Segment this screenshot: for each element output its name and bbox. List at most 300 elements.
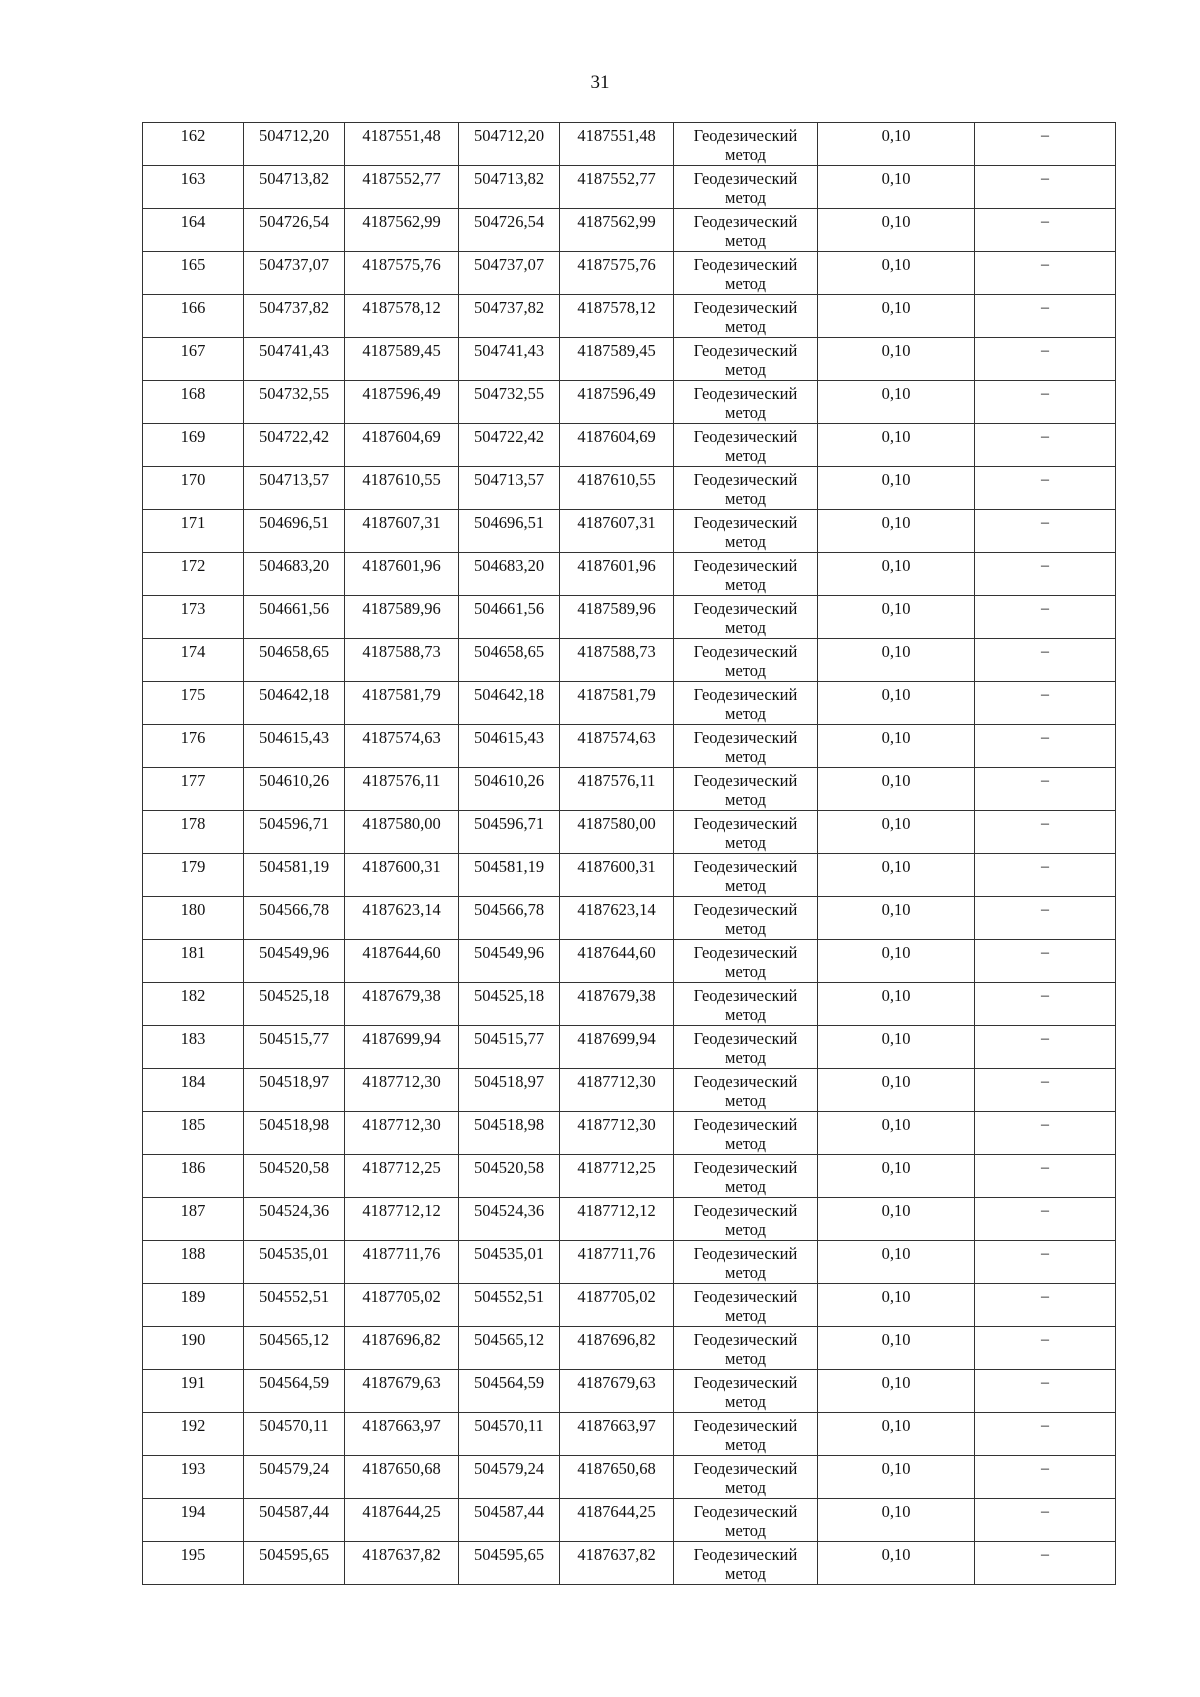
accuracy-cell — [818, 1499, 975, 1542]
y-existing-cell — [345, 295, 459, 338]
y-existing-value: 4187580,00 — [362, 814, 441, 833]
x-existing-value: 504661,56 — [258, 599, 330, 618]
x-existing-cell — [244, 1327, 345, 1370]
point-number-cell — [143, 1327, 244, 1370]
y-existing-value: 4187581,79 — [362, 685, 441, 704]
point-number-value: 184 — [180, 1072, 206, 1091]
x-existing-value: 504565,12 — [258, 1330, 330, 1349]
y-existing-value: 4187575,76 — [362, 255, 441, 274]
y-existing-value: 4187607,31 — [362, 513, 441, 532]
x-existing-value: 504726,54 — [258, 212, 330, 231]
point-number-cell — [143, 123, 244, 166]
method-label: Геодезический — [693, 1416, 798, 1435]
point-number-value: 167 — [180, 341, 206, 360]
y-existing-cell — [345, 1155, 459, 1198]
note-dash: – — [1041, 1116, 1049, 1133]
point-number-cell — [143, 682, 244, 725]
point-number-value: 183 — [180, 1029, 206, 1048]
y-cell — [560, 338, 674, 381]
y-existing-value: 4187637,82 — [362, 1545, 441, 1564]
y-existing-cell — [345, 682, 459, 725]
note-cell — [975, 252, 1116, 295]
point-number-cell — [143, 639, 244, 682]
point-number-value: 179 — [180, 857, 206, 876]
x-existing-value: 504610,26 — [258, 771, 330, 790]
method-label: Геодезический — [693, 470, 798, 489]
y-value: 4187562,99 — [577, 212, 656, 231]
table-row — [143, 381, 1116, 424]
point-number-value: 169 — [180, 427, 206, 446]
table-row — [143, 1456, 1116, 1499]
x-existing-cell — [244, 295, 345, 338]
method-label-line2: метод — [725, 531, 766, 551]
method-label-line2: метод — [725, 1047, 766, 1067]
note-cell — [975, 940, 1116, 983]
y-cell — [560, 1284, 674, 1327]
note-dash: – — [1041, 1159, 1049, 1176]
method-label: Геодезический — [693, 943, 798, 962]
y-cell — [560, 596, 674, 639]
y-value: 4187637,82 — [577, 1545, 656, 1564]
point-number-value: 192 — [180, 1416, 206, 1435]
y-value: 4187575,76 — [577, 255, 656, 274]
y-value: 4187679,63 — [577, 1373, 656, 1392]
point-number-value: 181 — [180, 943, 206, 962]
x-cell — [459, 1112, 560, 1155]
x-value: 504549,96 — [473, 943, 545, 962]
table-row — [143, 424, 1116, 467]
method-label: Геодезический — [693, 556, 798, 575]
accuracy-value: 0,10 — [881, 1072, 911, 1091]
point-number-cell — [143, 338, 244, 381]
accuracy-value: 0,10 — [881, 986, 911, 1005]
x-existing-cell — [244, 768, 345, 811]
method-label-line2: метод — [725, 617, 766, 637]
method-cell — [674, 1327, 818, 1370]
method-label-line2: метод — [725, 918, 766, 938]
y-cell — [560, 1155, 674, 1198]
y-existing-cell — [345, 897, 459, 940]
point-number-value: 173 — [180, 599, 206, 618]
x-existing-cell — [244, 252, 345, 295]
table-row — [143, 811, 1116, 854]
method-cell — [674, 983, 818, 1026]
table-row — [143, 123, 1116, 166]
table-row — [143, 295, 1116, 338]
accuracy-cell — [818, 1155, 975, 1198]
accuracy-value: 0,10 — [881, 599, 911, 618]
y-value: 4187596,49 — [577, 384, 656, 403]
accuracy-cell — [818, 596, 975, 639]
method-cell — [674, 252, 818, 295]
x-existing-value: 504587,44 — [258, 1502, 330, 1521]
accuracy-cell — [818, 1026, 975, 1069]
y-cell — [560, 1542, 674, 1585]
y-cell — [560, 295, 674, 338]
accuracy-value: 0,10 — [881, 771, 911, 790]
note-cell — [975, 338, 1116, 381]
table-row — [143, 209, 1116, 252]
note-dash: – — [1041, 815, 1049, 832]
method-cell — [674, 166, 818, 209]
method-cell — [674, 1284, 818, 1327]
x-existing-value: 504535,01 — [258, 1244, 330, 1263]
accuracy-cell — [818, 768, 975, 811]
point-number-cell — [143, 811, 244, 854]
x-existing-value: 504713,57 — [258, 470, 330, 489]
method-label-line2: метод — [725, 1004, 766, 1024]
note-dash: – — [1041, 987, 1049, 1004]
table-row — [143, 1499, 1116, 1542]
method-cell — [674, 811, 818, 854]
x-existing-cell — [244, 1413, 345, 1456]
x-value: 504579,24 — [473, 1459, 545, 1478]
y-existing-value: 4187712,12 — [362, 1201, 441, 1220]
y-cell — [560, 209, 674, 252]
point-number-cell — [143, 424, 244, 467]
y-cell — [560, 897, 674, 940]
accuracy-cell — [818, 553, 975, 596]
y-existing-cell — [345, 854, 459, 897]
method-label: Геодезический — [693, 1201, 798, 1220]
y-existing-cell — [345, 338, 459, 381]
x-existing-value: 504520,58 — [258, 1158, 330, 1177]
y-existing-value: 4187589,45 — [362, 341, 441, 360]
x-cell — [459, 338, 560, 381]
accuracy-value: 0,10 — [881, 1330, 911, 1349]
note-dash: – — [1041, 1331, 1049, 1348]
x-value: 504737,07 — [473, 255, 545, 274]
y-existing-cell — [345, 596, 459, 639]
method-cell — [674, 553, 818, 596]
x-existing-cell — [244, 1284, 345, 1327]
y-value: 4187581,79 — [577, 685, 656, 704]
method-label: Геодезический — [693, 986, 798, 1005]
note-dash: – — [1041, 256, 1049, 273]
method-label-line2: метод — [725, 1563, 766, 1583]
y-value: 4187574,63 — [577, 728, 656, 747]
accuracy-value: 0,10 — [881, 1545, 911, 1564]
note-dash: – — [1041, 170, 1049, 187]
note-dash: – — [1041, 858, 1049, 875]
note-cell — [975, 1112, 1116, 1155]
point-number-cell — [143, 596, 244, 639]
y-cell — [560, 1370, 674, 1413]
accuracy-cell — [818, 1198, 975, 1241]
method-cell — [674, 123, 818, 166]
y-value: 4187578,12 — [577, 298, 656, 317]
method-label-line2: метод — [725, 359, 766, 379]
note-cell — [975, 381, 1116, 424]
x-existing-cell — [244, 1069, 345, 1112]
method-label: Геодезический — [693, 1158, 798, 1177]
point-number-value: 168 — [180, 384, 206, 403]
point-number-cell — [143, 553, 244, 596]
note-dash: – — [1041, 686, 1049, 703]
point-number-value: 172 — [180, 556, 206, 575]
table-row — [143, 768, 1116, 811]
point-number-cell — [143, 725, 244, 768]
x-value: 504712,20 — [473, 126, 545, 145]
method-label: Геодезический — [693, 1459, 798, 1478]
y-value: 4187644,25 — [577, 1502, 656, 1521]
point-number-cell — [143, 1069, 244, 1112]
y-value: 4187552,77 — [577, 169, 656, 188]
accuracy-value: 0,10 — [881, 255, 911, 274]
accuracy-value: 0,10 — [881, 169, 911, 188]
x-cell — [459, 1026, 560, 1069]
point-number-cell — [143, 983, 244, 1026]
x-cell — [459, 1370, 560, 1413]
table-row — [143, 1284, 1116, 1327]
y-existing-cell — [345, 209, 459, 252]
y-value: 4187580,00 — [577, 814, 656, 833]
method-label-line2: метод — [725, 316, 766, 336]
accuracy-value: 0,10 — [881, 814, 911, 833]
table-row — [143, 252, 1116, 295]
y-value: 4187576,11 — [577, 771, 656, 790]
note-dash: – — [1041, 944, 1049, 961]
x-value: 504722,42 — [473, 427, 545, 446]
y-existing-cell — [345, 1327, 459, 1370]
method-cell — [674, 424, 818, 467]
method-label: Геодезический — [693, 1373, 798, 1392]
method-label: Геодезический — [693, 642, 798, 661]
x-cell — [459, 725, 560, 768]
table-row — [143, 596, 1116, 639]
accuracy-cell — [818, 897, 975, 940]
method-label-line2: метод — [725, 1348, 766, 1368]
method-cell — [674, 682, 818, 725]
page-number: 31 — [590, 72, 610, 93]
accuracy-value: 0,10 — [881, 1287, 911, 1306]
y-existing-value: 4187712,25 — [362, 1158, 441, 1177]
accuracy-value: 0,10 — [881, 1502, 911, 1521]
y-existing-value: 4187562,99 — [362, 212, 441, 231]
note-dash: – — [1041, 600, 1049, 617]
y-existing-value: 4187552,77 — [362, 169, 441, 188]
y-existing-value: 4187623,14 — [362, 900, 441, 919]
x-existing-value: 504741,43 — [258, 341, 330, 360]
x-existing-cell — [244, 983, 345, 1026]
y-existing-cell — [345, 811, 459, 854]
y-existing-value: 4187604,69 — [362, 427, 441, 446]
x-existing-cell — [244, 1155, 345, 1198]
y-existing-value: 4187712,30 — [362, 1072, 441, 1091]
x-cell — [459, 1327, 560, 1370]
method-label-line2: метод — [725, 660, 766, 680]
y-cell — [560, 768, 674, 811]
y-value: 4187712,30 — [577, 1115, 656, 1134]
method-label-line2: метод — [725, 789, 766, 809]
y-cell — [560, 166, 674, 209]
y-cell — [560, 1241, 674, 1284]
x-existing-value: 504581,19 — [258, 857, 330, 876]
accuracy-cell — [818, 381, 975, 424]
point-number-cell — [143, 768, 244, 811]
x-existing-cell — [244, 209, 345, 252]
x-existing-value: 504713,82 — [258, 169, 330, 188]
table-row — [143, 1069, 1116, 1112]
y-existing-cell — [345, 252, 459, 295]
point-number-value: 165 — [180, 255, 206, 274]
x-existing-value: 504737,07 — [258, 255, 330, 274]
x-existing-value: 504525,18 — [258, 986, 330, 1005]
method-label: Геодезический — [693, 599, 798, 618]
x-existing-value: 504658,65 — [258, 642, 330, 661]
note-cell — [975, 596, 1116, 639]
method-label-line2: метод — [725, 1262, 766, 1282]
y-cell — [560, 1112, 674, 1155]
y-value: 4187663,97 — [577, 1416, 656, 1435]
y-value: 4187623,14 — [577, 900, 656, 919]
x-value: 504581,19 — [473, 857, 545, 876]
point-number-value: 187 — [180, 1201, 206, 1220]
x-existing-value: 504596,71 — [258, 814, 330, 833]
point-number-value: 164 — [180, 212, 206, 231]
accuracy-value: 0,10 — [881, 1201, 911, 1220]
point-number-cell — [143, 1542, 244, 1585]
note-dash: – — [1041, 1546, 1049, 1563]
point-number-cell — [143, 295, 244, 338]
y-cell — [560, 424, 674, 467]
method-label: Геодезический — [693, 1115, 798, 1134]
method-label: Геодезический — [693, 728, 798, 747]
x-cell — [459, 252, 560, 295]
method-cell — [674, 1198, 818, 1241]
y-existing-cell — [345, 1284, 459, 1327]
x-existing-cell — [244, 897, 345, 940]
point-number-value: 175 — [180, 685, 206, 704]
method-label-line2: метод — [725, 1434, 766, 1454]
point-number-cell — [143, 252, 244, 295]
method-label: Геодезический — [693, 1330, 798, 1349]
note-cell — [975, 1026, 1116, 1069]
method-cell — [674, 338, 818, 381]
point-number-cell — [143, 1112, 244, 1155]
y-existing-cell — [345, 381, 459, 424]
point-number-cell — [143, 1370, 244, 1413]
accuracy-cell — [818, 1456, 975, 1499]
x-existing-value: 504722,42 — [258, 427, 330, 446]
point-number-value: 180 — [180, 900, 206, 919]
y-value: 4187696,82 — [577, 1330, 656, 1349]
x-existing-cell — [244, 338, 345, 381]
x-existing-value: 504518,97 — [258, 1072, 330, 1091]
x-value: 504615,43 — [473, 728, 545, 747]
x-existing-value: 504515,77 — [258, 1029, 330, 1048]
accuracy-value: 0,10 — [881, 384, 911, 403]
y-existing-value: 4187574,63 — [362, 728, 441, 747]
note-dash: – — [1041, 1374, 1049, 1391]
method-cell — [674, 1026, 818, 1069]
x-existing-value: 504595,65 — [258, 1545, 330, 1564]
note-cell — [975, 725, 1116, 768]
y-cell — [560, 1198, 674, 1241]
y-existing-value: 4187711,76 — [362, 1244, 441, 1263]
point-number-cell — [143, 166, 244, 209]
note-dash: – — [1041, 1460, 1049, 1477]
method-label-line2: метод — [725, 1133, 766, 1153]
point-number-value: 193 — [180, 1459, 206, 1478]
note-cell — [975, 1198, 1116, 1241]
method-cell — [674, 510, 818, 553]
x-value: 504642,18 — [473, 685, 545, 704]
x-cell — [459, 1284, 560, 1327]
y-cell — [560, 467, 674, 510]
method-cell — [674, 1370, 818, 1413]
note-cell — [975, 1499, 1116, 1542]
method-label-line2: метод — [725, 746, 766, 766]
note-dash: – — [1041, 471, 1049, 488]
table-row — [143, 553, 1116, 596]
accuracy-cell — [818, 1284, 975, 1327]
accuracy-cell — [818, 166, 975, 209]
x-existing-cell — [244, 940, 345, 983]
method-cell — [674, 1456, 818, 1499]
x-existing-cell — [244, 596, 345, 639]
note-cell — [975, 897, 1116, 940]
y-value: 4187650,68 — [577, 1459, 656, 1478]
table-row — [143, 338, 1116, 381]
x-cell — [459, 639, 560, 682]
method-cell — [674, 467, 818, 510]
accuracy-value: 0,10 — [881, 1244, 911, 1263]
y-existing-cell — [345, 725, 459, 768]
accuracy-cell — [818, 854, 975, 897]
x-cell — [459, 1198, 560, 1241]
accuracy-cell — [818, 295, 975, 338]
note-cell — [975, 811, 1116, 854]
method-label-line2: метод — [725, 574, 766, 594]
x-value: 504515,77 — [473, 1029, 545, 1048]
point-number-cell — [143, 1198, 244, 1241]
note-dash: – — [1041, 1417, 1049, 1434]
y-existing-cell — [345, 123, 459, 166]
accuracy-value: 0,10 — [881, 685, 911, 704]
x-existing-value: 504737,82 — [258, 298, 330, 317]
accuracy-value: 0,10 — [881, 427, 911, 446]
y-existing-value: 4187644,25 — [362, 1502, 441, 1521]
y-existing-cell — [345, 166, 459, 209]
x-value: 504520,58 — [473, 1158, 545, 1177]
method-label-line2: метод — [725, 1090, 766, 1110]
method-label: Геодезический — [693, 900, 798, 919]
x-existing-cell — [244, 510, 345, 553]
x-existing-cell — [244, 682, 345, 725]
y-existing-value: 4187696,82 — [362, 1330, 441, 1349]
x-existing-value: 504549,96 — [258, 943, 330, 962]
x-cell — [459, 983, 560, 1026]
table-row — [143, 983, 1116, 1026]
note-dash: – — [1041, 1245, 1049, 1262]
x-existing-value: 504566,78 — [258, 900, 330, 919]
method-label: Геодезический — [693, 298, 798, 317]
y-cell — [560, 1456, 674, 1499]
x-value: 504713,57 — [473, 470, 545, 489]
table-row — [143, 1112, 1116, 1155]
y-existing-value: 4187679,38 — [362, 986, 441, 1005]
y-existing-value: 4187699,94 — [362, 1029, 441, 1048]
method-label: Геодезический — [693, 1502, 798, 1521]
y-existing-cell — [345, 1542, 459, 1585]
accuracy-cell — [818, 209, 975, 252]
y-existing-cell — [345, 1456, 459, 1499]
x-existing-value: 504524,36 — [258, 1201, 330, 1220]
x-existing-cell — [244, 1198, 345, 1241]
method-cell — [674, 295, 818, 338]
y-value: 4187604,69 — [577, 427, 656, 446]
